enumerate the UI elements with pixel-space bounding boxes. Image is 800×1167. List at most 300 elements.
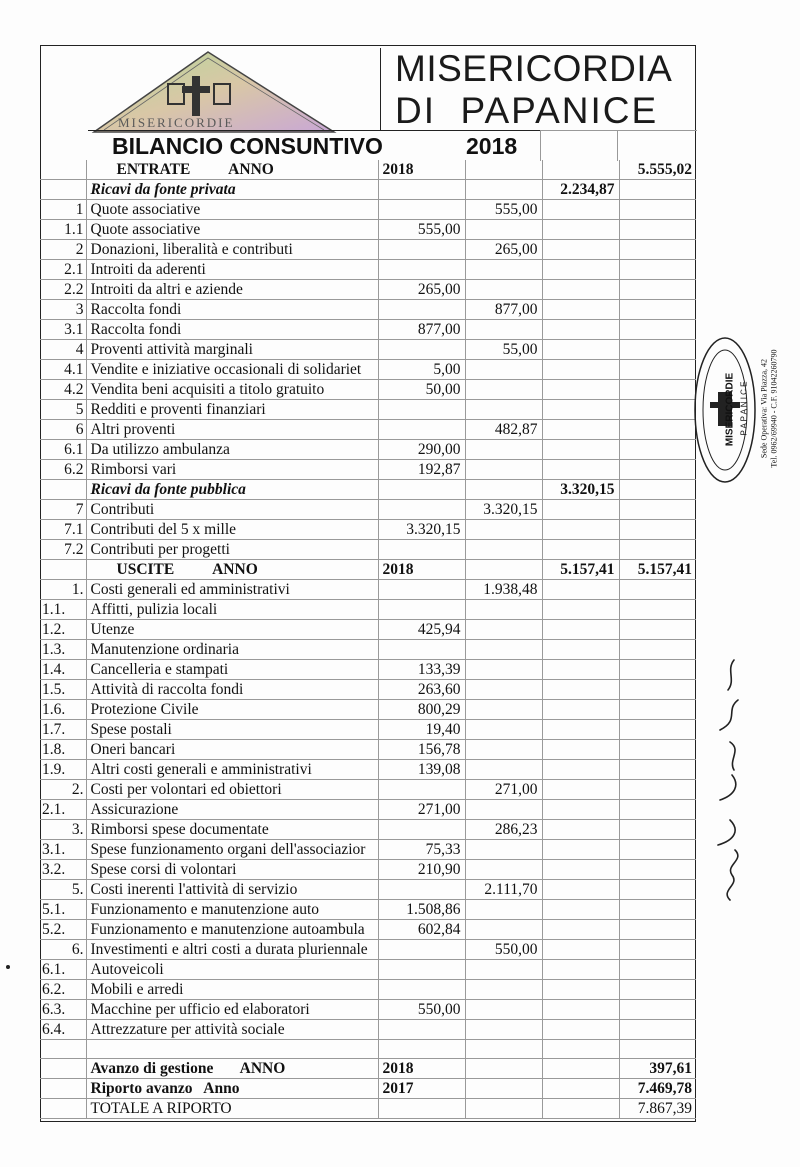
row-amount-detail [378, 940, 465, 960]
stamp-name: MISERICORDIE [724, 372, 736, 447]
ledger-row [40, 940, 696, 960]
row-amount-total [619, 1040, 696, 1059]
row-amount-detail: 602,84 [378, 920, 465, 940]
row-description: Riporto avanzo Anno [86, 1079, 378, 1099]
row-description: Donazioni, liberalità e contributi [86, 240, 378, 260]
row-amount-section [542, 1099, 619, 1119]
row-amount-item: 555,00 [465, 200, 542, 220]
row-amount-section [542, 300, 619, 320]
row-amount-section [542, 400, 619, 420]
row-amount-item: 550,00 [465, 940, 542, 960]
row-description: Utenze [86, 620, 378, 640]
ledger-row [40, 660, 696, 680]
row-code: 1 [40, 200, 86, 220]
row-amount-total [619, 320, 696, 340]
row-amount-detail [378, 480, 465, 500]
row-amount-detail: 2017 [378, 1079, 465, 1099]
row-amount-total [619, 620, 696, 640]
ledger-row [40, 780, 696, 800]
row-code: 4.1 [40, 360, 86, 380]
row-amount-detail: 192,87 [378, 460, 465, 480]
row-amount-section [542, 240, 619, 260]
row-amount-section [542, 600, 619, 620]
row-code: 1.3. [40, 640, 86, 660]
row-amount-item [465, 220, 542, 240]
row-amount-section [542, 1000, 619, 1020]
row-code: 7.1 [40, 520, 86, 540]
ledger-row [40, 160, 696, 180]
ledger-row [40, 200, 696, 220]
row-code: 1.8. [40, 740, 86, 760]
row-amount-detail: 550,00 [378, 1000, 465, 1020]
row-code: 4 [40, 340, 86, 360]
ledger-row [40, 360, 696, 380]
row-amount-item [465, 660, 542, 680]
row-amount-item [465, 400, 542, 420]
row-amount-section [542, 160, 619, 180]
handwritten-signature [690, 650, 770, 910]
row-amount-section [542, 740, 619, 760]
row-code: 3.2. [40, 860, 86, 880]
row-code: 6.4. [40, 1020, 86, 1040]
ledger-row [40, 740, 696, 760]
row-description: Investimenti e altri costi a durata pluriennale [86, 940, 378, 960]
row-description: Da utilizzo ambulanza [86, 440, 378, 460]
row-amount-section [542, 960, 619, 980]
row-amount-detail [378, 580, 465, 600]
row-amount-detail: 877,00 [378, 320, 465, 340]
row-amount-total [619, 780, 696, 800]
ledger-row [40, 320, 696, 340]
row-amount-total [619, 700, 696, 720]
row-amount-detail: 210,90 [378, 860, 465, 880]
title-grid [540, 130, 697, 161]
row-amount-total [619, 200, 696, 220]
row-description: Attività di raccolta fondi [86, 680, 378, 700]
row-amount-section [542, 280, 619, 300]
row-amount-section [542, 820, 619, 840]
row-amount-item [465, 160, 542, 180]
row-amount-section [542, 720, 619, 740]
ledger-row [40, 600, 696, 620]
row-amount-section [542, 380, 619, 400]
row-description: Introiti da aderenti [86, 260, 378, 280]
row-description: Contributi per progetti [86, 540, 378, 560]
row-amount-item [465, 920, 542, 940]
row-amount-item [465, 700, 542, 720]
row-description: Rimborsi spese documentate [86, 820, 378, 840]
row-amount-item [465, 860, 542, 880]
row-amount-section: 5.157,41 [542, 560, 619, 580]
row-description: Autoveicoli [86, 960, 378, 980]
row-amount-total [619, 740, 696, 760]
row-amount-total [619, 340, 696, 360]
row-amount-total [619, 420, 696, 440]
row-description: Avanzo di gestione ANNO [86, 1059, 378, 1079]
ledger-row [40, 420, 696, 440]
row-amount-detail [378, 1040, 465, 1059]
row-amount-detail [378, 340, 465, 360]
row-amount-detail [378, 180, 465, 200]
row-amount-section [542, 460, 619, 480]
row-code: 6 [40, 420, 86, 440]
row-amount-total [619, 980, 696, 1000]
row-code: 2.1. [40, 800, 86, 820]
row-description: Protezione Civile [86, 700, 378, 720]
row-amount-total: 5.555,02 [619, 160, 696, 180]
ledger-row [40, 700, 696, 720]
row-amount-item [465, 1059, 542, 1079]
row-code: 5.1. [40, 900, 86, 920]
ledger-row [40, 340, 696, 360]
row-description: Raccolta fondi [86, 320, 378, 340]
row-amount-item [465, 460, 542, 480]
row-amount-item [465, 960, 542, 980]
row-description: Funzionamento e manutenzione auto [86, 900, 378, 920]
row-code: 6.3. [40, 1000, 86, 1020]
row-code: 3 [40, 300, 86, 320]
row-amount-total [619, 400, 696, 420]
ledger-row [40, 900, 696, 920]
ledger-row [40, 820, 696, 840]
row-code [40, 180, 86, 200]
row-amount-item [465, 260, 542, 280]
stamp-line-2: Tel. 0962/69940 - C.F. 91042260790 [769, 349, 779, 468]
row-amount-total [619, 600, 696, 620]
row-description: TOTALE A RIPORTO [86, 1099, 378, 1119]
row-amount-item [465, 360, 542, 380]
row-description: Attrezzature per attività sociale [86, 1020, 378, 1040]
row-amount-section [542, 680, 619, 700]
row-description: Proventi attività marginali [86, 340, 378, 360]
row-amount-item [465, 800, 542, 820]
row-amount-detail: 263,60 [378, 680, 465, 700]
title-text: BILANCIO CONSUNTIVO [112, 133, 383, 159]
row-code: 2.2 [40, 280, 86, 300]
ledger-row [40, 1059, 696, 1079]
row-description: Vendite e iniziative occasionali di solidariet [86, 360, 378, 380]
row-amount-total [619, 640, 696, 660]
row-description: Quote associative [86, 220, 378, 240]
row-description: Introiti da altri e aziende [86, 280, 378, 300]
row-amount-detail: 425,94 [378, 620, 465, 640]
ledger-row [40, 980, 696, 1000]
row-amount-total [619, 940, 696, 960]
row-code [40, 560, 86, 580]
row-amount-section [542, 360, 619, 380]
row-amount-detail: 1.508,86 [378, 900, 465, 920]
row-description: Costi inerenti l'attività di servizio [86, 880, 378, 900]
row-description: Quote associative [86, 200, 378, 220]
row-amount-section [542, 1040, 619, 1059]
row-amount-total [619, 360, 696, 380]
row-description: ENTRATE ANNO [86, 160, 378, 180]
row-amount-section [542, 1059, 619, 1079]
row-amount-item [465, 980, 542, 1000]
stamp-text [715, 330, 800, 490]
row-description: Manutenzione ordinaria [86, 640, 378, 660]
stamp-line-1: Sede Operativa: Via Piazza, 42 [759, 358, 769, 459]
ledger-row [40, 480, 696, 500]
row-description: Oneri bancari [86, 740, 378, 760]
ledger-row [40, 800, 696, 820]
org-line-1: MISERICORDIA [395, 48, 673, 89]
row-amount-detail: 50,00 [378, 380, 465, 400]
row-amount-detail [378, 980, 465, 1000]
row-description: Contributi del 5 x mille [86, 520, 378, 540]
row-code: 6.2. [40, 980, 86, 1000]
row-code [40, 1059, 86, 1079]
row-amount-section [542, 920, 619, 940]
ledger-row [40, 920, 696, 940]
row-amount-section: 3.320,15 [542, 480, 619, 500]
row-amount-total [619, 760, 696, 780]
ledger-row [40, 300, 696, 320]
row-amount-item [465, 520, 542, 540]
row-amount-total [619, 460, 696, 480]
row-amount-detail: 2018 [378, 160, 465, 180]
row-code: 1.6. [40, 700, 86, 720]
ledger-row [40, 520, 696, 540]
row-amount-section [542, 660, 619, 680]
row-code: 1.7. [40, 720, 86, 740]
row-amount-section [542, 340, 619, 360]
row-amount-item: 271,00 [465, 780, 542, 800]
row-amount-section [542, 940, 619, 960]
row-code: 1.5. [40, 680, 86, 700]
row-amount-total [619, 680, 696, 700]
ledger-row [40, 680, 696, 700]
row-amount-item [465, 1099, 542, 1119]
row-description: Costi generali ed amministrativi [86, 580, 378, 600]
row-amount-total: 5.157,41 [619, 560, 696, 580]
row-code: 1.9. [40, 760, 86, 780]
row-amount-item [465, 180, 542, 200]
row-amount-item [465, 1000, 542, 1020]
row-amount-total [619, 220, 696, 240]
row-amount-item [465, 760, 542, 780]
row-code: 6.2 [40, 460, 86, 480]
row-amount-section [542, 540, 619, 560]
row-amount-item [465, 320, 542, 340]
ledger-row [40, 240, 696, 260]
row-code: 1.2. [40, 620, 86, 640]
row-amount-item [465, 280, 542, 300]
ledger-row [40, 860, 696, 880]
row-code: 7 [40, 500, 86, 520]
row-amount-detail [378, 540, 465, 560]
row-amount-total: 7.867,39 [619, 1099, 696, 1119]
row-amount-total: 397,61 [619, 1059, 696, 1079]
row-amount-total [619, 660, 696, 680]
ledger-table [40, 160, 696, 1119]
ledger-row [40, 720, 696, 740]
row-amount-section: 2.234,87 [542, 180, 619, 200]
row-amount-total [619, 500, 696, 520]
row-code: 1. [40, 580, 86, 600]
ledger-row [40, 380, 696, 400]
row-code: 6.1. [40, 960, 86, 980]
row-description: Costi per volontari ed obiettori [86, 780, 378, 800]
row-amount-section [542, 800, 619, 820]
row-description: Raccolta fondi [86, 300, 378, 320]
row-amount-total [619, 900, 696, 920]
row-amount-detail [378, 420, 465, 440]
row-code: 2.1 [40, 260, 86, 280]
row-amount-item [465, 900, 542, 920]
row-description: Cancelleria e stampati [86, 660, 378, 680]
row-amount-section [542, 1079, 619, 1099]
row-amount-detail [378, 260, 465, 280]
ledger-row [40, 640, 696, 660]
stamp-sub: P A P A N I C E [739, 381, 749, 436]
row-code: 2 [40, 240, 86, 260]
ledger-row [40, 1020, 696, 1040]
row-amount-section [542, 760, 619, 780]
row-amount-section [542, 780, 619, 800]
row-code [40, 1099, 86, 1119]
row-amount-detail: 3.320,15 [378, 520, 465, 540]
ledger-row [40, 960, 696, 980]
row-code: 5 [40, 400, 86, 420]
row-amount-section [542, 500, 619, 520]
row-code: 1.4. [40, 660, 86, 680]
row-amount-detail: 555,00 [378, 220, 465, 240]
ledger-row [40, 400, 696, 420]
row-description: Altri costi generali e amministrativi [86, 760, 378, 780]
row-amount-item [465, 600, 542, 620]
row-amount-detail [378, 200, 465, 220]
row-amount-item [465, 380, 542, 400]
row-amount-total [619, 860, 696, 880]
row-amount-item [465, 620, 542, 640]
row-amount-total [619, 920, 696, 940]
row-amount-item: 3.320,15 [465, 500, 542, 520]
row-description: Mobili e arredi [86, 980, 378, 1000]
row-amount-item [465, 1020, 542, 1040]
report-title [88, 130, 544, 161]
row-amount-total [619, 840, 696, 860]
row-amount-detail [378, 400, 465, 420]
row-amount-item [465, 680, 542, 700]
row-amount-total [619, 580, 696, 600]
row-description: Redditi e proventi finanziari [86, 400, 378, 420]
row-amount-total [619, 260, 696, 280]
row-amount-section [542, 620, 619, 640]
ledger-row [40, 580, 696, 600]
row-amount-section [542, 880, 619, 900]
row-amount-item: 265,00 [465, 240, 542, 260]
row-amount-detail [378, 880, 465, 900]
row-code [40, 1079, 86, 1099]
row-amount-item: 1.938,48 [465, 580, 542, 600]
row-amount-detail: 5,00 [378, 360, 465, 380]
row-amount-total [619, 820, 696, 840]
ledger-row [40, 840, 696, 860]
row-description: Altri proventi [86, 420, 378, 440]
row-description: Contributi [86, 500, 378, 520]
row-description: Spese postali [86, 720, 378, 740]
row-amount-section [542, 580, 619, 600]
row-amount-item: 2.111,70 [465, 880, 542, 900]
row-amount-total [619, 380, 696, 400]
row-amount-detail: 139,08 [378, 760, 465, 780]
row-amount-section [542, 980, 619, 1000]
row-code: 3.1 [40, 320, 86, 340]
row-amount-detail: 133,39 [378, 660, 465, 680]
row-amount-detail [378, 640, 465, 660]
row-amount-detail [378, 300, 465, 320]
row-code: 1.1 [40, 220, 86, 240]
row-amount-detail: 2018 [378, 1059, 465, 1079]
row-amount-total [619, 800, 696, 820]
row-code: 7.2 [40, 540, 86, 560]
ledger-row [40, 540, 696, 560]
row-amount-section [542, 860, 619, 880]
row-description: Funzionamento e manutenzione autoambula [86, 920, 378, 940]
row-amount-detail [378, 960, 465, 980]
row-code: 6.1 [40, 440, 86, 460]
ledger-row [40, 620, 696, 640]
row-amount-section [542, 840, 619, 860]
row-code [40, 480, 86, 500]
row-amount-total [619, 240, 696, 260]
title-year: 2018 [466, 133, 518, 159]
row-amount-detail [378, 1020, 465, 1040]
row-amount-detail [378, 780, 465, 800]
row-amount-section [542, 900, 619, 920]
row-amount-total [619, 180, 696, 200]
row-code: 3.1. [40, 840, 86, 860]
row-amount-detail [378, 600, 465, 620]
row-amount-item: 482,87 [465, 420, 542, 440]
row-amount-detail [378, 240, 465, 260]
row-amount-item [465, 540, 542, 560]
ledger-row [40, 1079, 696, 1099]
row-amount-detail [378, 500, 465, 520]
row-amount-total [619, 540, 696, 560]
row-description: Assicurazione [86, 800, 378, 820]
row-amount-section [542, 640, 619, 660]
row-amount-total [619, 960, 696, 980]
ledger-row [40, 880, 696, 900]
scan-speck [6, 965, 10, 969]
row-description: Vendita beni acquisiti a titolo gratuito [86, 380, 378, 400]
row-amount-total [619, 1020, 696, 1040]
row-amount-detail [378, 820, 465, 840]
row-code: 5.2. [40, 920, 86, 940]
ledger-row [40, 500, 696, 520]
row-code: 4.2 [40, 380, 86, 400]
row-description: Spese funzionamento organi dell'associazior [86, 840, 378, 860]
ledger-row [40, 280, 696, 300]
organisation-name [380, 48, 697, 130]
row-description: Ricavi da fonte pubblica [86, 480, 378, 500]
row-amount-detail: 2018 [378, 560, 465, 580]
row-amount-total [619, 720, 696, 740]
row-amount-total [619, 880, 696, 900]
row-amount-total [619, 300, 696, 320]
row-amount-total [619, 480, 696, 500]
row-amount-item [465, 840, 542, 860]
row-amount-section [542, 700, 619, 720]
ledger-row [40, 460, 696, 480]
row-code: 5. [40, 880, 86, 900]
row-amount-item [465, 740, 542, 760]
row-amount-item: 877,00 [465, 300, 542, 320]
row-description: Rimborsi vari [86, 460, 378, 480]
row-amount-total [619, 280, 696, 300]
